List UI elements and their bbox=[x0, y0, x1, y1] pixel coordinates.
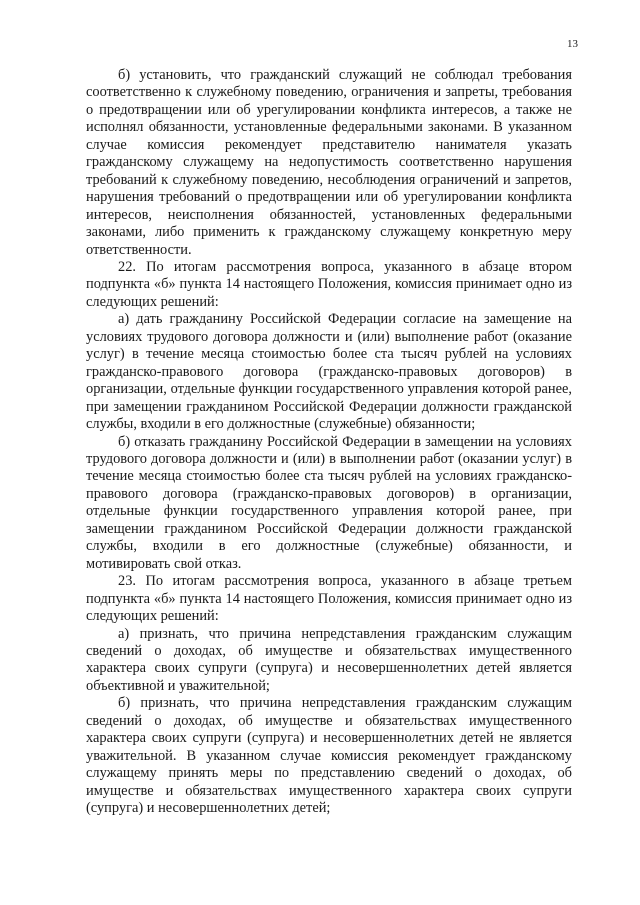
page-number: 13 bbox=[567, 38, 578, 50]
paragraph-item-23: 23. По итогам рассмотрения вопроса, указанного в абзаце третьем подпункта «б» пункта 14 настоящего Положения, комиссия принимает одно из следующих решений: bbox=[86, 573, 572, 625]
paragraph-item-23a: а) признать, что причина непредставления гражданским служащим сведений о доходах, об имуществе и обязательствах имущественного характера своих супруги (супруга) и несовершеннолетних детей является объективной и уважительной; bbox=[86, 625, 572, 694]
paragraph-item-22b: б) отказать гражданину Российской Федерации в замещении на условиях трудового договора должности и (или) в выполнении работ (оказании услуг) в течение месяца стоимостью более ста тысяч рублей на условиях гражданско-правового договора (гражданско-правовых договоров) в организации, отдельные функции государственного управления которой ранее, при замещении гражданином Российской Федерации должности гражданской службы, входили в его должностные (служебные) обязанности, и мотивировать свой отказ. bbox=[86, 433, 572, 572]
paragraph-item-23b: б) признать, что причина непредставления гражданским служащим сведений о доходах, об имуществе и обязательствах имущественного характера своих супруги (супруга) и несовершеннолетних детей не является уважительной. В указанном случае комиссия рекомендует гражданскому служащему принять меры по представлению сведений о доходах, об имуществе и обязательствах имущественного характера своих супруги (супруга) и несовершеннолетних детей; bbox=[86, 695, 572, 817]
document-body bbox=[86, 67, 572, 817]
paragraph-item-22: 22. По итогам рассмотрения вопроса, указанного в абзаце втором подпункта «б» пункта 14 настоящего Положения, комиссия принимает одно из следующих решений: bbox=[86, 258, 572, 310]
paragraph-sanction-recommendation: б) установить, что гражданский служащий не соблюдал требования соответственно к служебному поведению, ограничения и запреты, требования о предотвращении или об урегулировании конфликта интересов, а также не исполнял обязанности, установленные федеральными законами. В указанном случае комиссия рекомендует представителю нанимателя указать гражданскому служащему на недопустимость соответственно нарушения требований к служебному поведению, несоблюдения ограничений и запретов, нарушения требований о предотвращении или об урегулировании конфликта интересов, неисполнения обязанностей, установленных федеральными законами, либо применить к гражданскому служащему конкретную меру ответственности. bbox=[86, 67, 572, 258]
paragraph-item-22a: а) дать гражданину Российской Федерации согласие на замещение на условиях трудового договора должности и (или) выполнение работ (оказание услуг) в течение месяца стоимостью более ста тысяч рублей на условиях гражданско-правового договора (гражданско-правовых договоров) в организации, отдельные функции государственного управления которой ранее, при замещении гражданином Российской Федерации должности гражданской службы, входили в его должностные (служебные) обязанности; bbox=[86, 311, 572, 433]
